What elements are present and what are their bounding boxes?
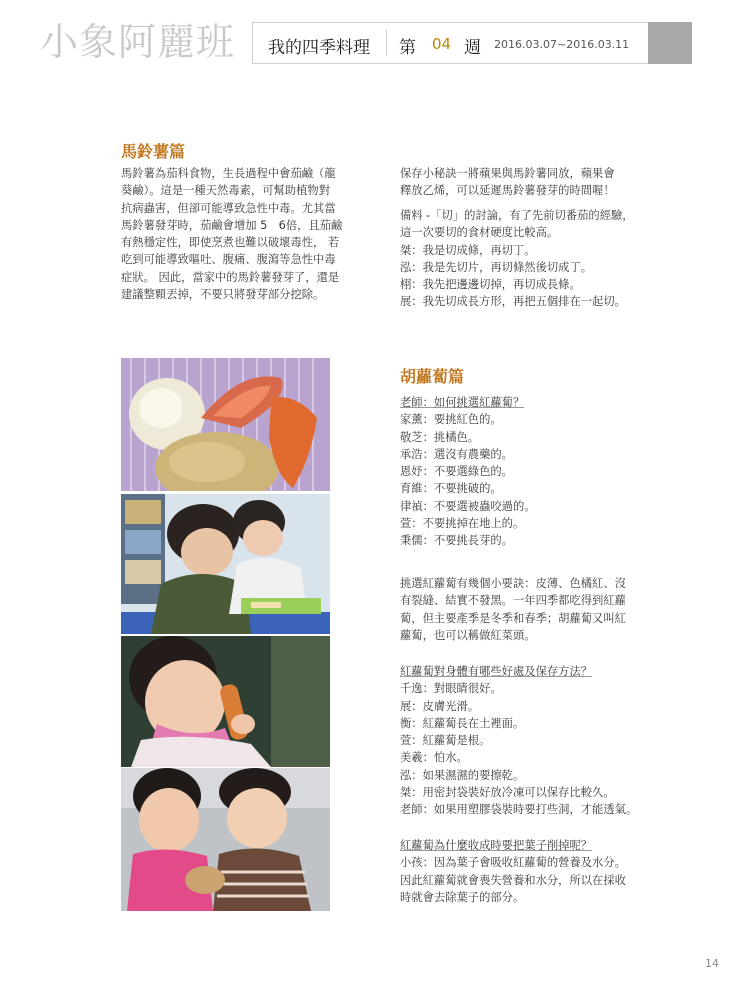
children-holding-potato-photo bbox=[121, 768, 330, 911]
question-benefits-storage: 紅蘿蔔對身體有哪些好處及保存方法？ bbox=[400, 665, 593, 678]
vegetables-photo bbox=[121, 358, 330, 491]
week-prefix: 第 bbox=[399, 38, 416, 58]
potato-body: 馬鈴薯為茄科食物，生長過程中會茄鹼（龍 葵鹼）。這是一種天然毒素，可幫助植物對 抗病蟲害，但卻可能導致急性中毒。尤其當 馬鈴薯發芽時，茄鹼會增加 5 6倍，且茄鹼 有熱穩定性，即使烹煮也難以破壞毒性， 若 吃到可能導致嘔吐、腹痛、腹瀉等急性中毒 症狀。 因此，當家中的馬鈴薯發芽了，還是 建議整顆丟掉，不要只將發芽部分挖除。 bbox=[121, 167, 343, 302]
carrot-benefits-discussion: 紅蘿蔔對身體有哪些好處及保存方法？ 千逸：對眼睛很好。 展：皮膚光滑。 衡：紅蘿蔔長在土裡面。 萱：紅蘿蔔是根。 美羲：怕水。 泓：如果濕濕的要擦乾。 桀：用密封袋裝好放冷凍可以保存比較久。 老師：如果用塑膠袋裝時要打些洞，才能透氣。 bbox=[400, 663, 660, 819]
header-divider bbox=[386, 30, 387, 56]
question-remove-leaves: 紅蘿蔔為什麼收成時要把葉子削掉呢？ bbox=[400, 839, 593, 852]
header-grey-block bbox=[648, 22, 692, 64]
potato-storage-tip: 保存小秘訣一將蘋果與馬鈴薯同放，蘋果會 釋放乙烯，可以延遲馬鈴薯發芽的時間喔！ bbox=[400, 167, 615, 198]
girl-eating-carrot-photo bbox=[121, 636, 330, 767]
week-number: 04 bbox=[432, 35, 452, 53]
carrot-heading: 胡蘿蔔篇 bbox=[400, 367, 465, 386]
page-number: 14 bbox=[705, 957, 719, 970]
children-cutting-photo bbox=[121, 494, 330, 634]
carrot-selection-discussion: 老師：如何挑選紅蘿蔔？ 家薰：要挑紅色的。 敬芝：挑橘色。 承浩：選沒有農藥的。 恩妤：不要選綠色的。 育維：不要挑破的。 律禎：不要選被蟲咬過的。 萱：不要挑掉在地上的。 秉儒：不要挑長芽的。 bbox=[400, 394, 660, 550]
date-range: 2016.03.07~2016.03.11 bbox=[494, 38, 630, 51]
carrot-leaves-discussion: 紅蘿蔔為什麼收成時要把葉子削掉呢？ 小孩：因為葉子會吸收紅蘿蔔的營養及水分。 因此紅蘿蔔就會喪失營養和水分，所以在採收 時就會去除葉子的部分。 bbox=[400, 837, 660, 906]
brand-title: 小象阿麗班 bbox=[40, 20, 236, 64]
potato-cutting-discussion: 備料 -「切」的討論，有了先前切番茄的經驗， 這一次要切的食材硬度比較高。 桀：我是切成條，再切丁。 泓：我是先切片，再切條然後切成丁。 栩：我先把邊邊切掉，再切成長條。 展：我先切成長方形，再把五個排在一起切。 bbox=[400, 209, 634, 309]
carrot-selection-tips: 挑選紅蘿蔔有幾個小要訣：皮薄、色橘紅、沒 有裂縫、結實不發黑。一年四季都吃得到紅蘿 蔔，但主要產季是冬季和春季；胡蘿蔔又叫紅 蘿蔔，也可以稱做紅菜頭。 bbox=[400, 577, 626, 642]
potato-heading: 馬鈴薯篇 bbox=[121, 142, 186, 161]
issue-title: 我的四季料理 bbox=[268, 38, 370, 58]
week-suffix: 週 bbox=[464, 38, 481, 58]
question-how-to-choose: 老師：如何挑選紅蘿蔔？ bbox=[400, 396, 525, 409]
